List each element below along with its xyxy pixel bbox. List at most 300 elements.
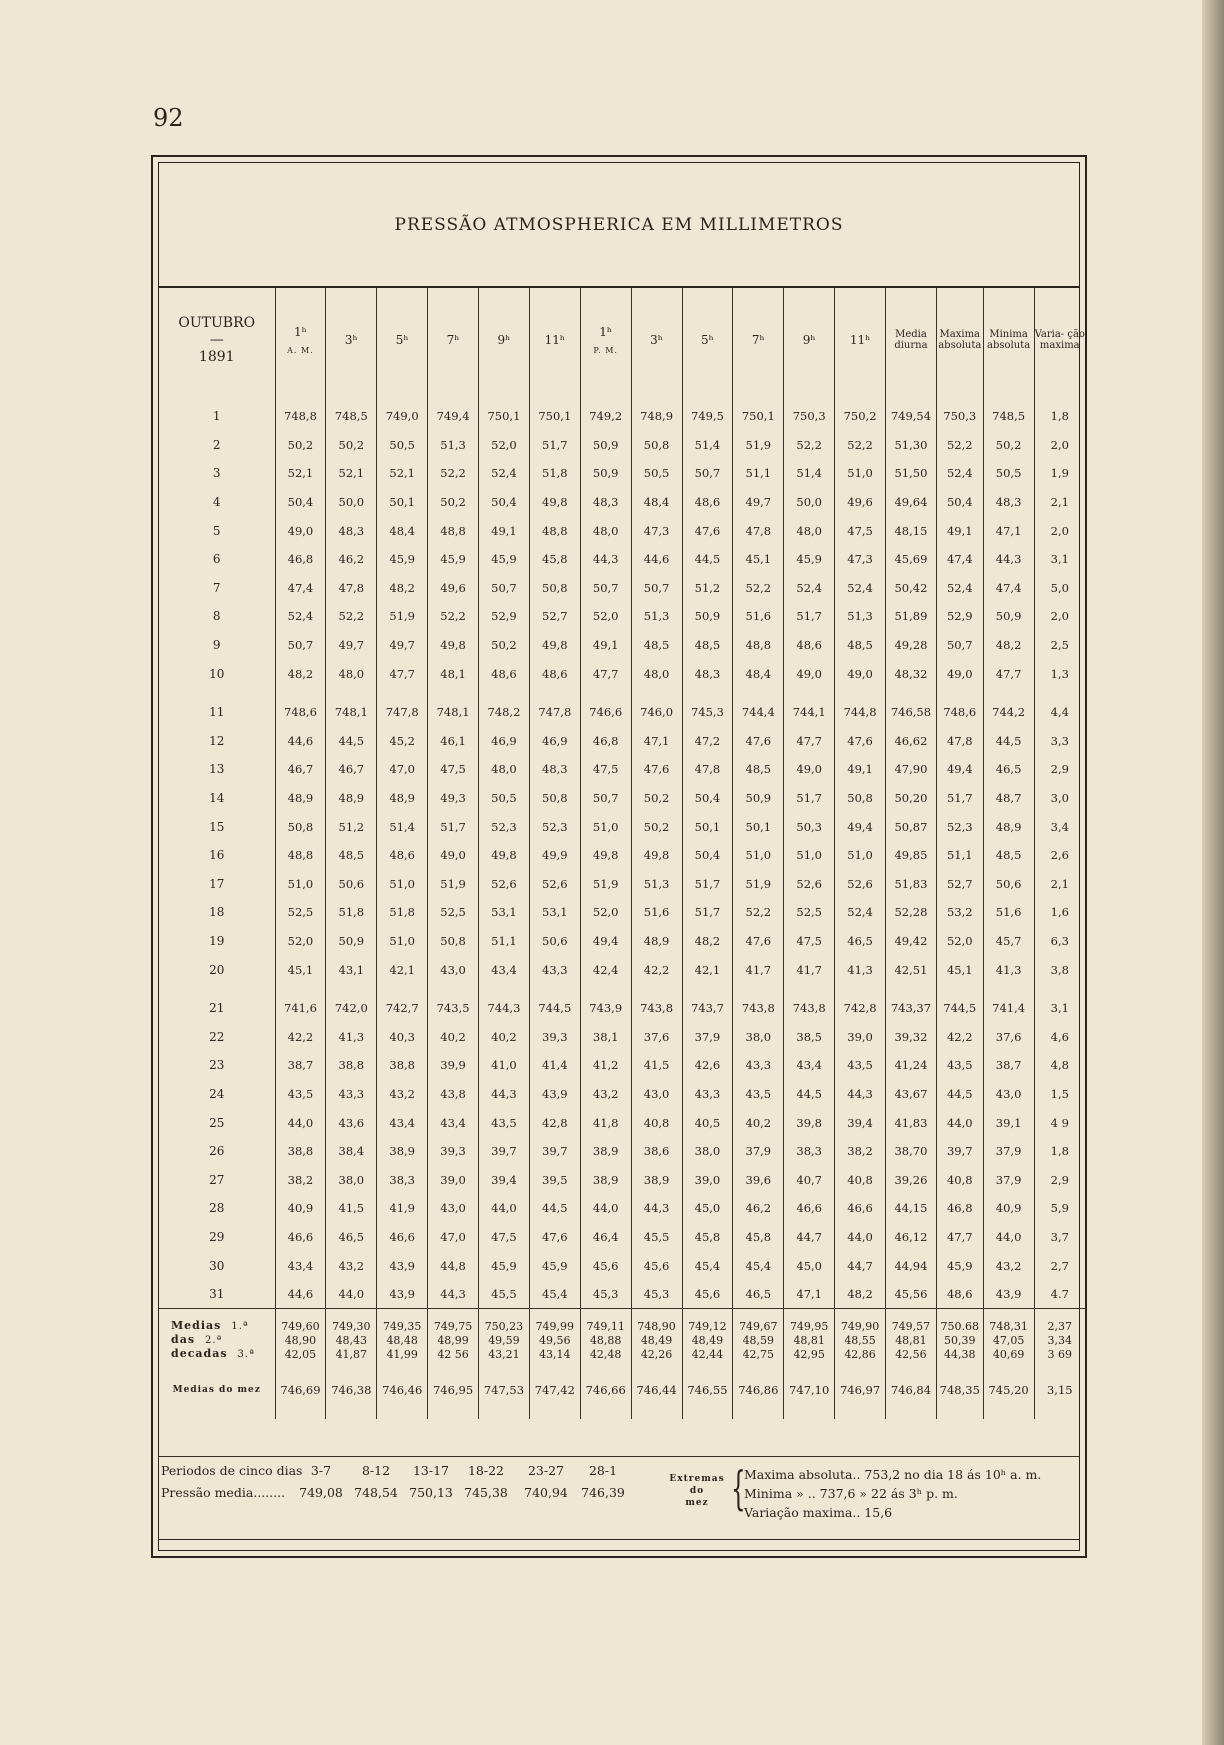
value-cell: 49,3 <box>428 784 479 813</box>
value-cell: 50,8 <box>631 431 682 460</box>
hour-label: 11ʰ <box>849 333 871 347</box>
value-cell: 51,30 <box>886 431 937 460</box>
value-cell: 50,7 <box>580 784 631 813</box>
value-cell: 51,2 <box>326 812 377 841</box>
value-cell: 49,1 <box>936 516 983 545</box>
medias-mez-value: 747,53 <box>479 1361 530 1419</box>
value-cell: 46,8 <box>275 545 326 574</box>
table-row <box>159 812 1085 841</box>
hour-label: 9ʰ <box>802 333 816 347</box>
value-cell: 52,2 <box>326 602 377 631</box>
value-cell: 2,9 <box>1034 1165 1085 1194</box>
value-cell: 41,9 <box>377 1194 428 1223</box>
table-row <box>159 631 1085 660</box>
value-cell: 40,9 <box>275 1194 326 1223</box>
value-cell: 47,5 <box>479 1223 530 1252</box>
value-cell: 48,9 <box>275 784 326 813</box>
value-cell: 49,4 <box>580 927 631 956</box>
value-cell: 47,5 <box>428 755 479 784</box>
medias-mez-value: 746,84 <box>886 1361 937 1419</box>
value-cell: 50,8 <box>275 812 326 841</box>
value-cell: 46,8 <box>936 1194 983 1223</box>
value-cell: 47,4 <box>983 574 1034 603</box>
value-cell: 44,5 <box>983 727 1034 756</box>
value-cell: 52,6 <box>784 870 835 899</box>
decada-value: 40,69 <box>983 1347 1034 1361</box>
value-cell: 50,5 <box>983 459 1034 488</box>
value-cell: 45,9 <box>479 545 530 574</box>
table-row <box>159 927 1085 956</box>
table-row <box>159 545 1085 574</box>
value-cell: 748,5 <box>983 392 1034 431</box>
decada-value: 47,05 <box>983 1333 1034 1347</box>
bottom-rule <box>159 1539 1079 1540</box>
value-cell: 43,67 <box>886 1080 937 1109</box>
value-cell: 46,6 <box>784 1194 835 1223</box>
value-cell: 3,0 <box>1034 784 1085 813</box>
value-cell: 41,3 <box>326 1022 377 1051</box>
value-cell: 44,0 <box>983 1223 1034 1252</box>
medias-mez-value: 748,35 <box>936 1361 983 1419</box>
decada-value: 42,56 <box>886 1347 937 1361</box>
value-cell: 46,5 <box>326 1223 377 1252</box>
hour-header <box>733 288 784 392</box>
value-cell: 44,7 <box>835 1251 886 1280</box>
value-cell: 48,4 <box>377 516 428 545</box>
value-cell: 45,5 <box>479 1280 530 1309</box>
value-cell: 51,7 <box>784 602 835 631</box>
value-cell: 51,4 <box>784 459 835 488</box>
value-cell: 743,9 <box>580 984 631 1023</box>
table-row <box>159 688 1085 727</box>
medias-mez-value: 746,97 <box>835 1361 886 1419</box>
value-cell: 47,7 <box>377 659 428 688</box>
decada-value: 41,99 <box>377 1347 428 1361</box>
value-cell: 744,8 <box>835 688 886 727</box>
value-cell: 52,2 <box>835 431 886 460</box>
value-cell: 51,0 <box>377 870 428 899</box>
value-cell: 43,9 <box>983 1280 1034 1309</box>
value-cell: 40,9 <box>983 1194 1034 1223</box>
value-cell: 47,0 <box>377 755 428 784</box>
period-pressure: 749,08 <box>299 1485 343 1500</box>
day-cell: 8 <box>212 609 221 624</box>
value-cell: 45,9 <box>479 1251 530 1280</box>
value-cell: 44,0 <box>275 1108 326 1137</box>
value-cell: 51,8 <box>326 898 377 927</box>
value-cell: 744,3 <box>479 984 530 1023</box>
value-cell: 748,1 <box>428 688 479 727</box>
value-cell: 50,7 <box>479 574 530 603</box>
decada-value: 42,26 <box>631 1347 682 1361</box>
value-cell: 50,2 <box>326 431 377 460</box>
table-row <box>159 784 1085 813</box>
value-cell: 47,7 <box>784 727 835 756</box>
value-cell: 44,3 <box>479 1080 530 1109</box>
value-cell: 38,7 <box>983 1051 1034 1080</box>
value-cell: 51,3 <box>835 602 886 631</box>
value-cell: 3,8 <box>1034 955 1085 984</box>
hour-label: 3ʰ <box>650 333 663 347</box>
value-cell: 749,54 <box>886 392 937 431</box>
value-cell: 44,7 <box>784 1223 835 1252</box>
value-cell: 49,0 <box>835 659 886 688</box>
value-cell: 49,1 <box>580 631 631 660</box>
value-cell: 50,9 <box>682 602 733 631</box>
value-cell: 52,4 <box>936 574 983 603</box>
value-cell: 5,0 <box>1034 574 1085 603</box>
value-cell: 2,6 <box>1034 841 1085 870</box>
value-cell: 46,4 <box>580 1223 631 1252</box>
value-cell: 51,4 <box>377 812 428 841</box>
value-cell: 42,4 <box>580 955 631 984</box>
value-cell: 49,6 <box>835 488 886 517</box>
table-row <box>159 1251 1085 1280</box>
value-cell: 39,4 <box>835 1108 886 1137</box>
value-cell: 746,6 <box>580 688 631 727</box>
minima-absoluta-header: Minima absoluta <box>983 288 1034 392</box>
value-cell: 44,3 <box>428 1280 479 1309</box>
value-cell: 52,4 <box>784 574 835 603</box>
value-cell: 46,7 <box>326 755 377 784</box>
value-cell: 41,4 <box>529 1051 580 1080</box>
value-cell: 46,62 <box>886 727 937 756</box>
value-cell: 43,4 <box>479 955 530 984</box>
value-cell: 43,0 <box>428 1194 479 1223</box>
value-cell: 38,0 <box>733 1022 784 1051</box>
period-pressure: 745,38 <box>464 1485 508 1500</box>
value-cell: 2,0 <box>1034 602 1085 631</box>
day-cell: 7 <box>212 580 221 595</box>
value-cell: 38,8 <box>275 1137 326 1166</box>
decada-row <box>159 1309 1085 1334</box>
value-cell: 49,8 <box>428 631 479 660</box>
header-row <box>159 288 1085 392</box>
value-cell: 45,6 <box>682 1280 733 1309</box>
media-diurna-header: Media diurna <box>886 288 937 392</box>
value-cell: 52,2 <box>733 898 784 927</box>
value-cell: 48,9 <box>631 927 682 956</box>
extremas-label: Extremas do mez <box>669 1474 725 1508</box>
value-cell: 42,1 <box>377 955 428 984</box>
value-cell: 44,94 <box>886 1251 937 1280</box>
periods-label: Periodos de cinco dias <box>161 1463 303 1478</box>
decada-value: 749,99 <box>529 1309 580 1334</box>
table-row <box>159 984 1085 1023</box>
value-cell: 748,5 <box>326 392 377 431</box>
period-range: 28-1 <box>588 1463 618 1478</box>
period-range: 3-7 <box>310 1463 332 1478</box>
value-cell: 43,2 <box>580 1080 631 1109</box>
value-cell: 750,1 <box>529 392 580 431</box>
decada-value: 48,48 <box>377 1333 428 1347</box>
value-cell: 39,26 <box>886 1165 937 1194</box>
day-cell: 3 <box>212 466 221 481</box>
value-cell: 51,7 <box>682 870 733 899</box>
decada-value: 749,57 <box>886 1309 937 1334</box>
table-row <box>159 392 1085 431</box>
value-cell: 51,7 <box>784 784 835 813</box>
hour-label: 1ʰ <box>294 325 307 339</box>
medias-mez-value: 746,55 <box>682 1361 733 1419</box>
value-cell: 44,6 <box>275 727 326 756</box>
period-range: 8-12 <box>361 1463 391 1478</box>
year-label: 1891 <box>198 348 235 365</box>
value-cell: 37,9 <box>983 1137 1034 1166</box>
decada-value: 749,95 <box>784 1309 835 1334</box>
decada-word: Medias <box>171 1319 222 1333</box>
decada-value: 43,21 <box>479 1347 530 1361</box>
month-header <box>159 288 275 392</box>
value-cell: 52,0 <box>580 898 631 927</box>
value-cell: 46,5 <box>983 755 1034 784</box>
value-cell: 43,4 <box>784 1051 835 1080</box>
value-cell: 39,32 <box>886 1022 937 1051</box>
decada-value: 750.68 <box>936 1309 983 1334</box>
value-cell: 48,2 <box>835 1280 886 1309</box>
value-cell: 750,2 <box>835 392 886 431</box>
day-cell: 18 <box>209 905 225 920</box>
value-cell: 50,8 <box>529 574 580 603</box>
value-cell: 51,0 <box>275 870 326 899</box>
value-cell: 47,7 <box>983 659 1034 688</box>
value-cell: 48,32 <box>886 659 937 688</box>
value-cell: 48,4 <box>631 488 682 517</box>
value-cell: 41,7 <box>733 955 784 984</box>
day-cell: 5 <box>212 523 221 538</box>
value-cell: 52,0 <box>580 602 631 631</box>
value-cell: 43,4 <box>428 1108 479 1137</box>
value-cell: 45,3 <box>631 1280 682 1309</box>
value-cell: 49,6 <box>428 574 479 603</box>
value-cell: 51,7 <box>682 898 733 927</box>
hour-sub-label: A. M. <box>287 346 314 355</box>
value-cell: 43,0 <box>428 955 479 984</box>
table-title: PRESSÃO ATMOSPHERICA EM MILLIMETROS <box>394 215 844 235</box>
value-cell: 43,5 <box>936 1051 983 1080</box>
decada-value: 749,11 <box>580 1309 631 1334</box>
table-frame <box>151 155 1087 1558</box>
value-cell: 40,2 <box>428 1022 479 1051</box>
decada-value: 42 56 <box>428 1347 479 1361</box>
value-cell: 49,7 <box>326 631 377 660</box>
value-cell: 5,9 <box>1034 1194 1085 1223</box>
value-cell: 41,83 <box>886 1108 937 1137</box>
value-cell: 47,7 <box>936 1223 983 1252</box>
value-cell: 743,8 <box>733 984 784 1023</box>
value-cell: 4,4 <box>1034 688 1085 727</box>
table-row <box>159 1223 1085 1252</box>
day-cell: 28 <box>209 1201 225 1216</box>
decada-value: 748,31 <box>983 1309 1034 1334</box>
value-cell: 48,6 <box>377 841 428 870</box>
decada-value: 48,59 <box>733 1333 784 1347</box>
day-cell: 29 <box>209 1229 225 1244</box>
value-cell: 51,0 <box>580 812 631 841</box>
day-cell: 26 <box>209 1144 225 1159</box>
table-row <box>159 459 1085 488</box>
value-cell: 2,1 <box>1034 870 1085 899</box>
decada-value: 49,56 <box>529 1333 580 1347</box>
value-cell: 47,6 <box>835 727 886 756</box>
value-cell: 52,4 <box>275 602 326 631</box>
value-cell: 39,7 <box>936 1137 983 1166</box>
hour-header <box>479 288 530 392</box>
value-cell: 52,2 <box>784 431 835 460</box>
value-cell: 48,9 <box>326 784 377 813</box>
value-cell: 51,0 <box>835 459 886 488</box>
value-cell: 52,4 <box>479 459 530 488</box>
value-cell: 48,3 <box>580 488 631 517</box>
table-row <box>159 870 1085 899</box>
decada-value: 48,81 <box>784 1333 835 1347</box>
value-cell: 52,0 <box>936 927 983 956</box>
value-cell: 1,8 <box>1034 1137 1085 1166</box>
value-cell: 46,6 <box>835 1194 886 1223</box>
value-cell: 52,6 <box>835 870 886 899</box>
value-cell: 746,0 <box>631 688 682 727</box>
value-cell: 52,4 <box>835 898 886 927</box>
value-cell: 46,6 <box>377 1223 428 1252</box>
month-label: OUTUBRO <box>178 314 256 331</box>
value-cell: 38,3 <box>784 1137 835 1166</box>
value-cell: 38,2 <box>835 1137 886 1166</box>
value-cell: 50,4 <box>682 841 733 870</box>
value-cell: 38,8 <box>377 1051 428 1080</box>
value-cell: 747,8 <box>377 688 428 727</box>
decada-word: decadas <box>171 1347 228 1361</box>
maxima-absoluta-header: Maxima absoluta <box>936 288 983 392</box>
value-cell: 48,0 <box>479 755 530 784</box>
value-cell: 51,9 <box>733 870 784 899</box>
value-cell: 49,8 <box>529 631 580 660</box>
medias-mez-value: 747,42 <box>529 1361 580 1419</box>
decada-value: 42,05 <box>275 1347 326 1361</box>
value-cell: 51,3 <box>631 602 682 631</box>
value-cell: 749,4 <box>428 392 479 431</box>
value-cell: 44,15 <box>886 1194 937 1223</box>
extremas-minima: Minima » .. 737,6 » 22 ás 3ʰ p. m. <box>744 1486 958 1501</box>
value-cell: 53,1 <box>529 898 580 927</box>
table-row <box>159 1165 1085 1194</box>
decada-value: 42,48 <box>580 1347 631 1361</box>
value-cell: 45,4 <box>682 1251 733 1280</box>
value-cell: 39,0 <box>428 1165 479 1194</box>
table-row <box>159 1022 1085 1051</box>
value-cell: 48,0 <box>580 516 631 545</box>
day-cell: 24 <box>209 1086 225 1101</box>
value-cell: 50,87 <box>886 812 937 841</box>
value-cell: 45,9 <box>784 545 835 574</box>
value-cell: 50,20 <box>886 784 937 813</box>
decada-value: 749,60 <box>275 1309 326 1334</box>
value-cell: 51,9 <box>428 870 479 899</box>
value-cell: 750,3 <box>784 392 835 431</box>
decada-value: 42,86 <box>835 1347 886 1361</box>
decada-value: 749,12 <box>682 1309 733 1334</box>
value-cell: 48,15 <box>886 516 937 545</box>
decada-value: 749,67 <box>733 1309 784 1334</box>
value-cell: 44,6 <box>275 1280 326 1309</box>
value-cell: 750,3 <box>936 392 983 431</box>
value-cell: 45,8 <box>682 1223 733 1252</box>
value-cell: 50,1 <box>733 812 784 841</box>
value-cell: 52,7 <box>936 870 983 899</box>
value-cell: 51,83 <box>886 870 937 899</box>
table-row <box>159 841 1085 870</box>
value-cell: 38,0 <box>682 1137 733 1166</box>
period-pressure: 746,39 <box>581 1485 625 1500</box>
decada-value: 2,37 <box>1034 1309 1085 1334</box>
value-cell: 4.7 <box>1034 1280 1085 1309</box>
value-cell: 38,8 <box>326 1051 377 1080</box>
value-cell: 52,0 <box>479 431 530 460</box>
value-cell: 2,7 <box>1034 1251 1085 1280</box>
value-cell: 745,3 <box>682 688 733 727</box>
hour-label: 5ʰ <box>395 333 409 347</box>
hour-header <box>631 288 682 392</box>
value-cell: 750,1 <box>479 392 530 431</box>
medias-mez-value: 746,95 <box>428 1361 479 1419</box>
value-cell: 37,9 <box>733 1137 784 1166</box>
value-cell: 1,9 <box>1034 459 1085 488</box>
decada-value: 48,49 <box>682 1333 733 1347</box>
period-range: 18-22 <box>467 1463 505 1478</box>
day-cell: 30 <box>209 1258 225 1273</box>
hour-label: 3ʰ <box>344 333 358 347</box>
value-cell: 48,2 <box>275 659 326 688</box>
value-cell: 748,8 <box>275 392 326 431</box>
value-cell: 50,6 <box>326 870 377 899</box>
value-cell: 48,5 <box>733 755 784 784</box>
value-cell: 748,6 <box>936 688 983 727</box>
value-cell: 46,6 <box>275 1223 326 1252</box>
value-cell: 50,9 <box>983 602 1034 631</box>
value-cell: 52,4 <box>835 574 886 603</box>
value-cell: 43,3 <box>733 1051 784 1080</box>
value-cell: 47,1 <box>784 1280 835 1309</box>
value-cell: 749,5 <box>682 392 733 431</box>
value-cell: 2,0 <box>1034 516 1085 545</box>
table-row <box>159 755 1085 784</box>
day-cell: 27 <box>209 1172 225 1187</box>
value-cell: 38,9 <box>377 1137 428 1166</box>
value-cell: 44,0 <box>835 1223 886 1252</box>
value-cell: 1,6 <box>1034 898 1085 927</box>
value-cell: 41,5 <box>326 1194 377 1223</box>
page-number: 92 <box>153 104 184 132</box>
value-cell: 40,7 <box>784 1165 835 1194</box>
value-cell: 50,4 <box>682 784 733 813</box>
value-cell: 50,9 <box>580 459 631 488</box>
extremas-brace: { <box>731 1461 746 1515</box>
value-cell: 51,50 <box>886 459 937 488</box>
value-cell: 1,8 <box>1034 392 1085 431</box>
value-cell: 44,3 <box>580 545 631 574</box>
hour-label: 1ʰ <box>599 325 613 339</box>
value-cell: 46,12 <box>886 1223 937 1252</box>
value-cell: 46,1 <box>428 727 479 756</box>
value-cell: 747,8 <box>529 688 580 727</box>
day-cell: 4 <box>212 495 221 510</box>
value-cell: 39,8 <box>784 1108 835 1137</box>
hour-header <box>835 288 886 392</box>
value-cell: 50,5 <box>479 784 530 813</box>
value-cell: 45,8 <box>733 1223 784 1252</box>
period-pressure: 750,13 <box>409 1485 453 1500</box>
value-cell: 48,9 <box>983 812 1034 841</box>
table-row <box>159 1137 1085 1166</box>
